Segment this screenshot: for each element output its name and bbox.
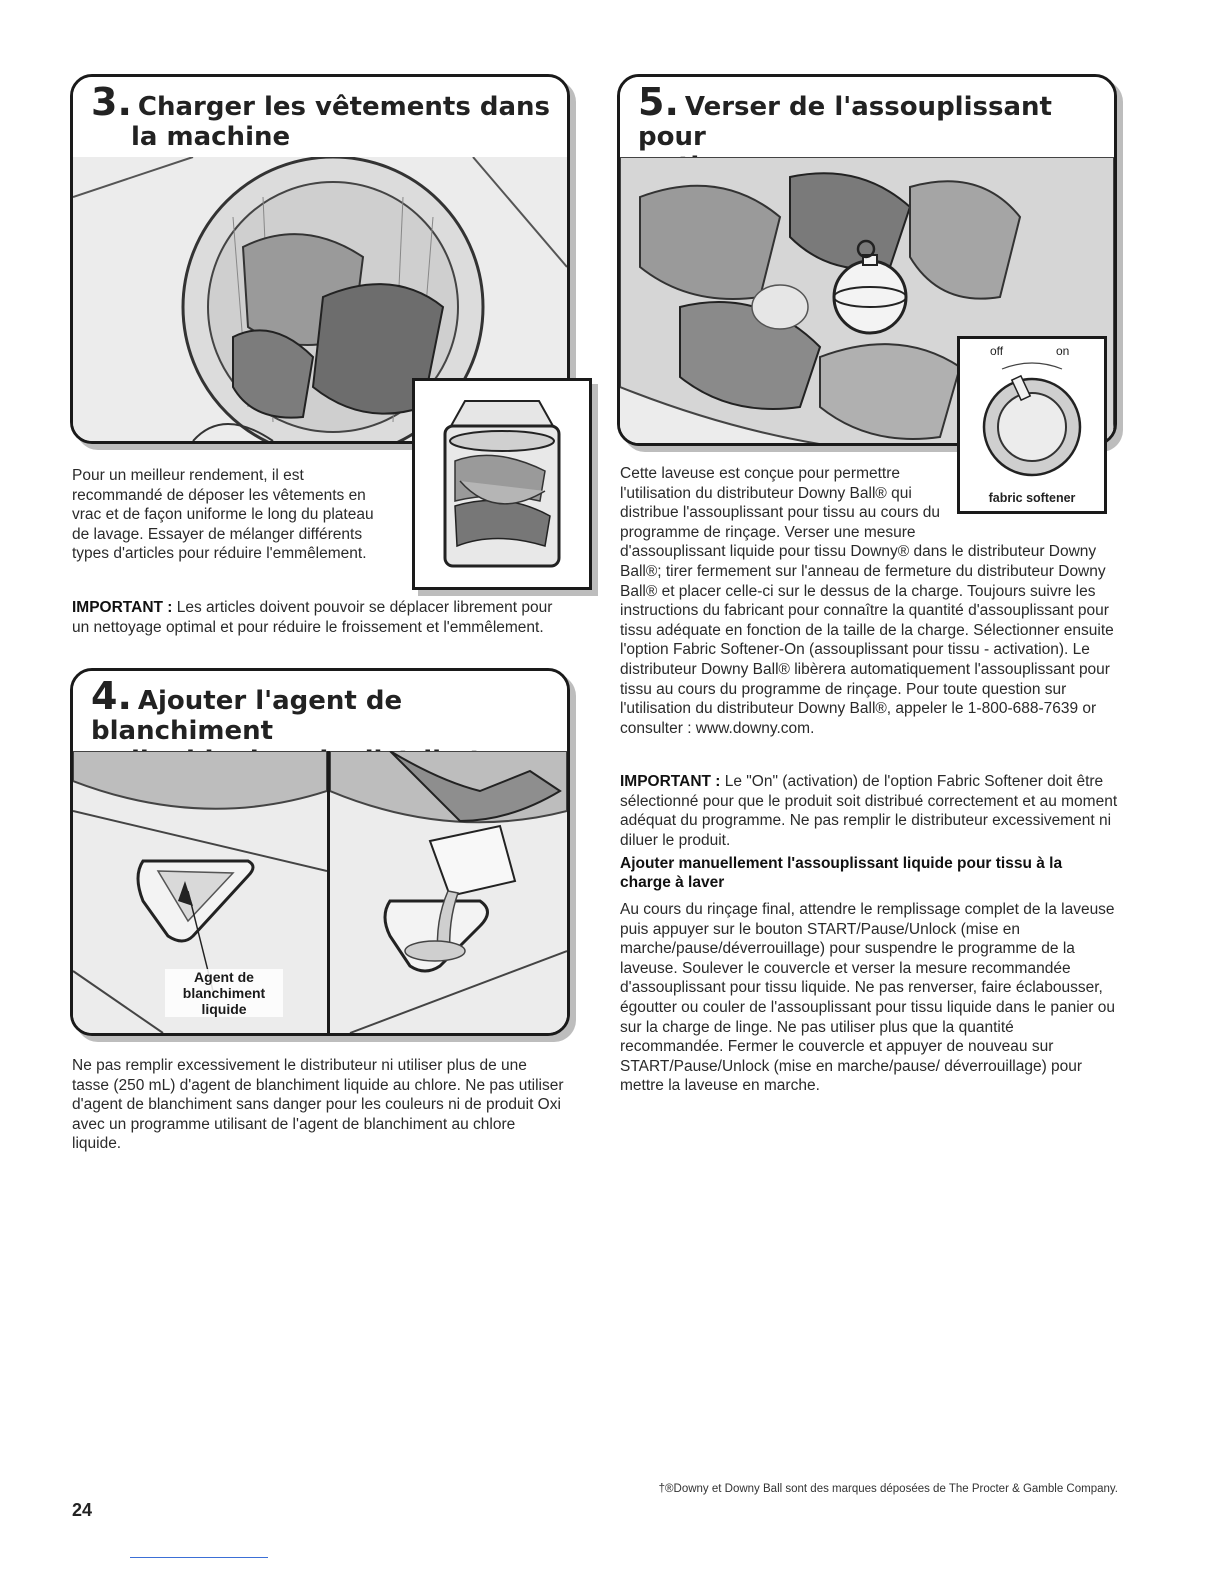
section-5-paragraph: Cette laveuse est conçue pour permettre l'utilisation du distributeur Downy Ball® qui distribue l'assouplissant pour tissu au cours du programme de rinçage. Verser une mesure d'assouplissant liquide pour tissu Downy® dans le distributeur Downy Ball®; tirer fermement sur l'anneau de fermeture du distributeur Downy Ball® et placer celle-ci sur le dessus de la charge. Toujours suivre les instructions du fabricant pour connaître la quantité d'assouplissant pour tissu adéquate en fonction de la taille de la charge. Sélectionner ensuite l'option Fabric Softener-On (assouplissant pour tissu - activation). Le distributeur Downy Ball® libèrera automatiquement l'assouplissant pour tissu au cours du programme de rinçage. Pour toute question sur l'utilisation du distributeur Downy Ball®, appeler le 1-800-688-7639 or consulter : www.downy.com. [620,464,1120,738]
section-4-number: 4. [91,674,132,718]
page-number: 24 [72,1500,93,1520]
section-4-panel [70,668,570,1036]
bleach-callout-label: Agent de blanchiment liquide [165,969,283,1017]
section-3-important-label: IMPORTANT : [72,599,173,616]
section-3-title: 3. Charger les vêtements dans la machine [91,80,551,152]
section-5-title: 5. Verser de l'assouplissant pour [638,80,1052,152]
section-4-title: 4. Ajouter l'agent de blanchiment [91,674,403,746]
bleach-dispenser-illustration-right [330,751,567,1033]
detergent-container-inset [412,378,592,590]
section-4-header [73,671,567,754]
section-5-paragraph-2: Au cours du rinçage final, attendre le remplissage complet de la laveuse puis appuyer sur le bouton START/Pause/Unlock (mise en marche/pause/déverrouillage) pour suspendre le programme de la laveuse. Soulever le couvercle et verser la mesure recommandée d'assouplissant pour tissu liquide. Ne pas renverser, faire éclabousser, égoutter ou couler de l'assouplissant pour tissu liquide dans le panier ou sur la charge de linge. Ne pas utiliser plus que la quantité recommandée. Fermer le couvercle et appuyer de nouveau sur START/Pause/Unlock (mise en marche/pause/ déverrouillage) pour mettre la laveuse en marche. [620,901,1115,1095]
knob-on-label: on [1056,344,1070,358]
section-3-number: 3. [91,80,132,124]
knob-off-label: off [990,344,1004,358]
fabric-softener-knob-icon[interactable] [960,359,1104,479]
knob-caption: fabric softener [988,491,1076,505]
section-5-important: IMPORTANT : Le "On" (activation) de l'option Fabric Softener doit être sélectionné pour que le produit soit distribué correctement et au moment adéquat du programme. Ne pas remplir le distributeur excessivement ni diluer le produit. [620,773,1118,849]
section-3-header [73,77,567,160]
basket-icon [415,381,589,587]
section-5-subheading: Ajouter manuellement l'assouplissant liquide pour tissu à la charge à laver [620,855,1063,891]
trademark-footnote: †®Downy et Downy Ball sont des marques déposées de The Procter & Gamble Company. [658,1483,1118,1495]
section-4-paragraph: Ne pas remplir excessivement le distributeur ni utiliser plus de une tasse (250 mL) d'agent de blanchiment liquide au chlore. Ne pas utiliser d'agent de blanchiment sans danger pour les couleurs ni de produit Oxi avec un programme utilisant de l'agent de blanchiment au chlore liquide. [72,1057,564,1153]
knob-spacer [950,464,1120,528]
section-5-header [620,77,1114,160]
section-5-important-label: IMPORTANT : [620,773,721,790]
section-3-important: IMPORTANT : Les articles doivent pouvoir se déplacer librement pour un nettoyage optimal et pour réduire le froissement et l'emmêlement. [72,599,553,636]
section-3-paragraph: Pour un meilleur rendement, il est recommandé de déposer les vêtements en vrac et de façon uniforme le long du plateau de lavage. Essayer de mélanger différents types d'articles pour réduire l'emmêlement. [72,467,374,563]
section-5-number: 5. [638,80,679,124]
footer-divider [130,1557,268,1558]
